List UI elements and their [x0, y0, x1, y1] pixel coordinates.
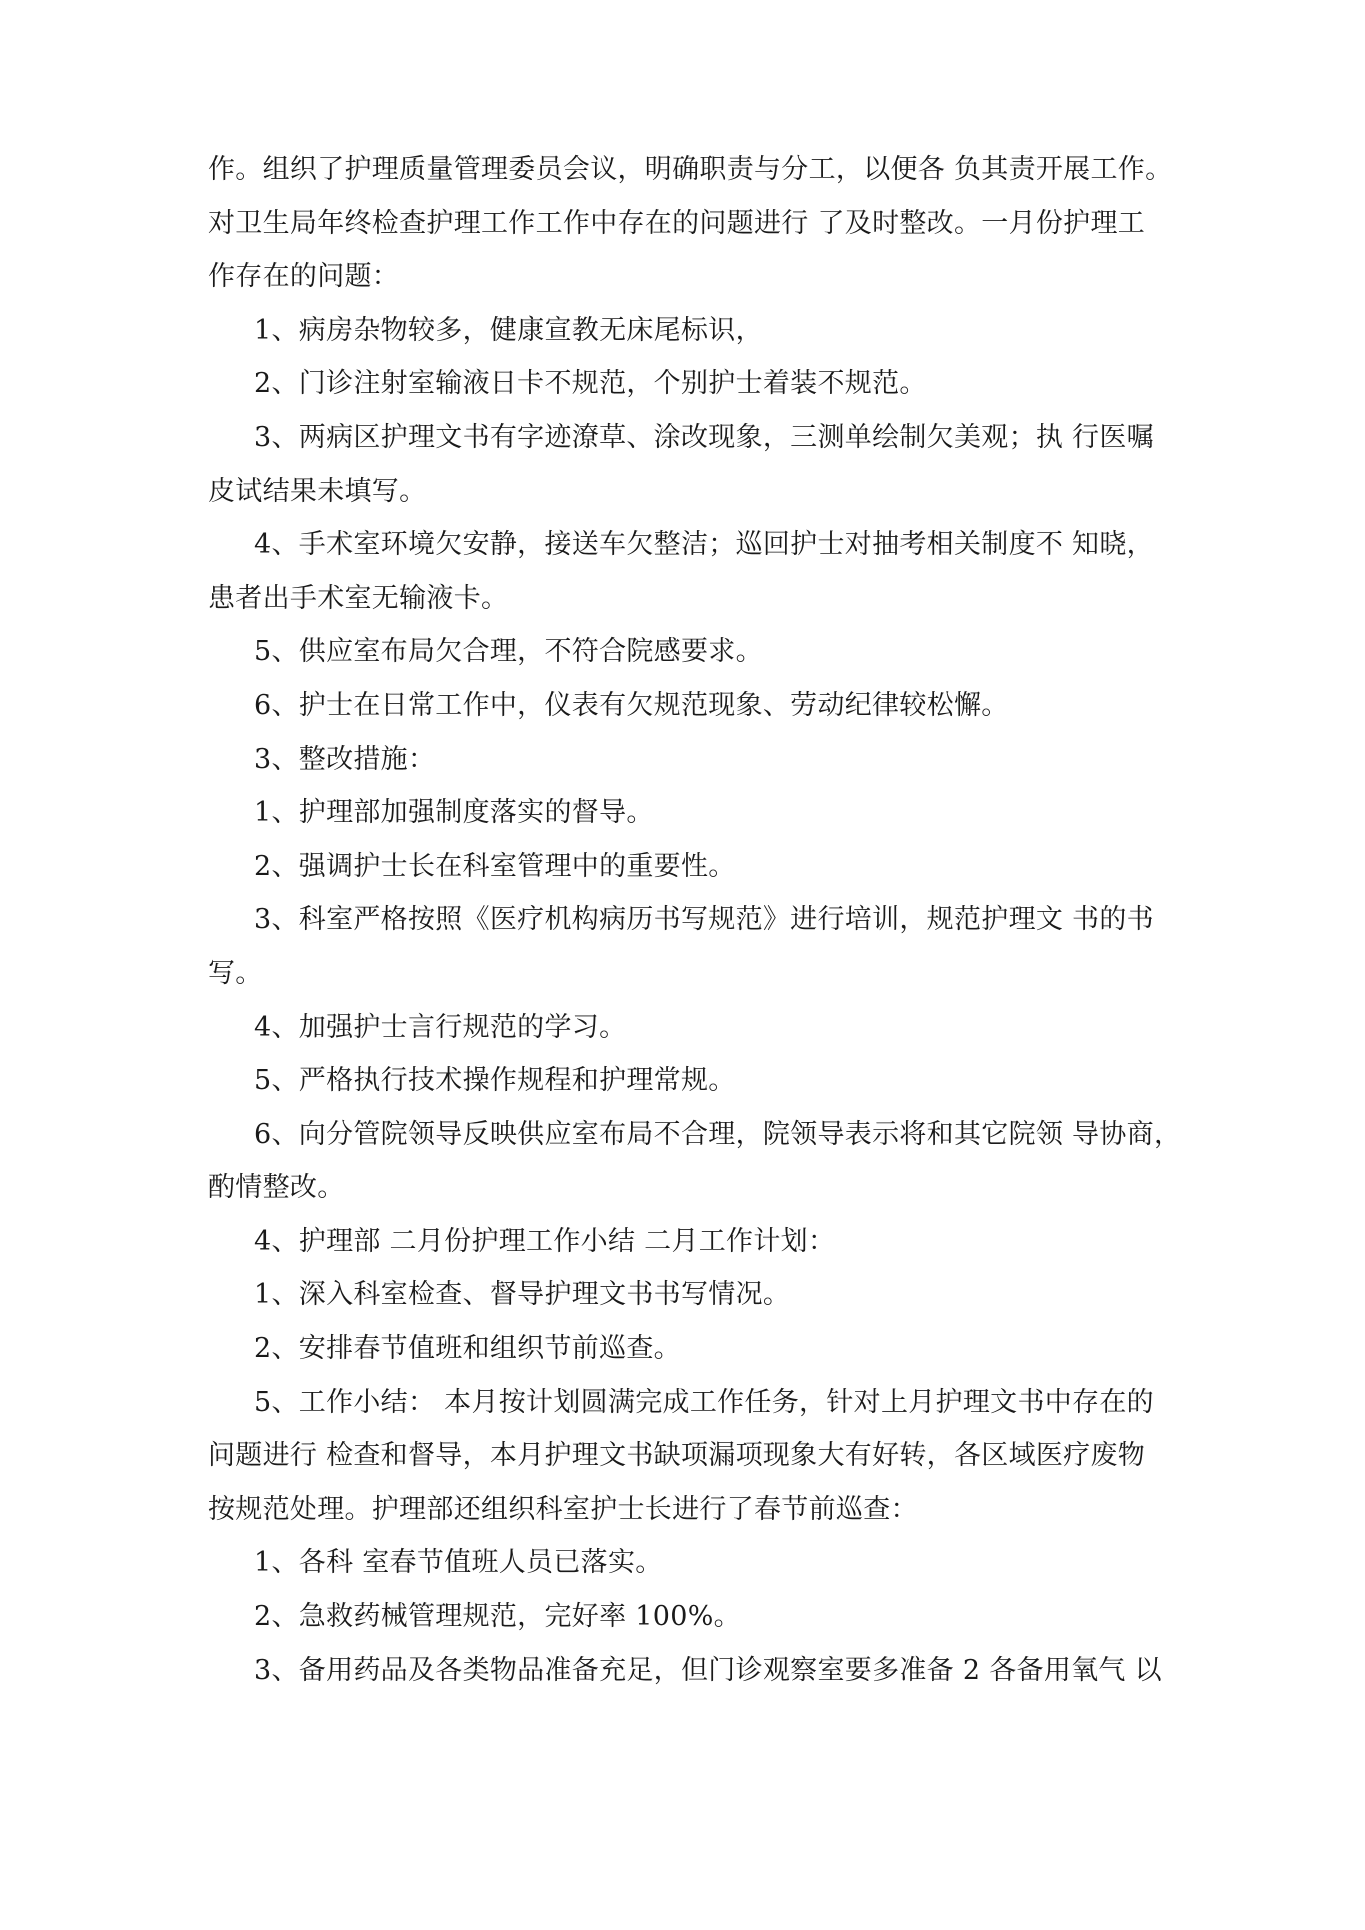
text-line: 写。 [208, 957, 263, 989]
list-item: 2、急救药械管理规范，完好率 100%。 [254, 1601, 741, 1633]
text-line: 患者出手术室无输液卡。 [208, 582, 509, 614]
document-body [208, 143, 1182, 1697]
text-line: 问题进行 检查和督导，本月护理文书缺项漏项现象大有好转，各区域医疗废物 [208, 1440, 1146, 1472]
text-line: 按规范处理。护理部还组织科室护士长进行了春节前巡查： [208, 1493, 918, 1525]
list-item: 6、向分管院领导反映供应室布局不合理，院领导表示将和其它院领 导协商， [254, 1118, 1182, 1150]
text-line: 作。组织了护理质量管理委员会议，明确职责与分工，以便各 负其责开展工作。 [208, 154, 1173, 185]
text-line: 对卫生局年终检查护理工作工作中存在的问题进行 了及时整改。一月份护理工 [208, 207, 1146, 239]
list-item: 4、加强护士言行规范的学习。 [254, 1011, 627, 1043]
list-item: 2、强调护士长在科室管理中的重要性。 [254, 850, 736, 882]
text-line: 作存在的问题： [208, 261, 400, 293]
text-line: 酌情整改。 [208, 1172, 345, 1204]
list-item: 1、深入科室检查、督导护理文书书写情况。 [254, 1279, 791, 1311]
section-heading: 4、护理部 二月份护理工作小结 二月工作计划： [254, 1225, 836, 1257]
list-item: 6、护士在日常工作中，仪表有欠规范现象、劳动纪律较松懈。 [254, 689, 1009, 721]
list-item: 2、门诊注射室输液日卡不规范，个别护士着装不规范。 [254, 368, 927, 400]
list-item: 3、两病区护理文书有字迹潦草、涂改现象，三测单绘制欠美观；执 行医嘱 [254, 421, 1154, 453]
list-item: 1、病房杂物较多，健康宣教无床尾标识， [254, 314, 763, 346]
list-item: 1、各科 室春节值班人员已落实。 [254, 1547, 663, 1579]
list-item: 1、护理部加强制度落实的督导。 [254, 797, 654, 829]
section-heading: 3、整改措施： [254, 743, 436, 775]
text-line: 皮试结果未填写。 [208, 475, 427, 507]
list-item: 3、备用药品及各类物品准备充足，但门诊观察室要多准备 2 各备用氧气 以 [254, 1654, 1162, 1686]
list-item: 5、严格执行技术操作规程和护理常规。 [254, 1065, 736, 1097]
list-item: 3、科室严格按照《医疗机构病历书写规范》进行培训，规范护理文 书的书 [254, 904, 1154, 936]
list-item: 5、供应室布局欠合理，不符合院感要求。 [254, 636, 763, 668]
section-heading: 5、工作小结： 本月按计划圆满完成工作任务，针对上月护理文书中存在的 [254, 1386, 1154, 1418]
list-item: 4、手术室环境欠安静，接送车欠整洁；巡回护士对抽考相关制度不 知晓， [254, 529, 1154, 561]
list-item: 2、安排春节值班和组织节前巡查。 [254, 1333, 681, 1365]
